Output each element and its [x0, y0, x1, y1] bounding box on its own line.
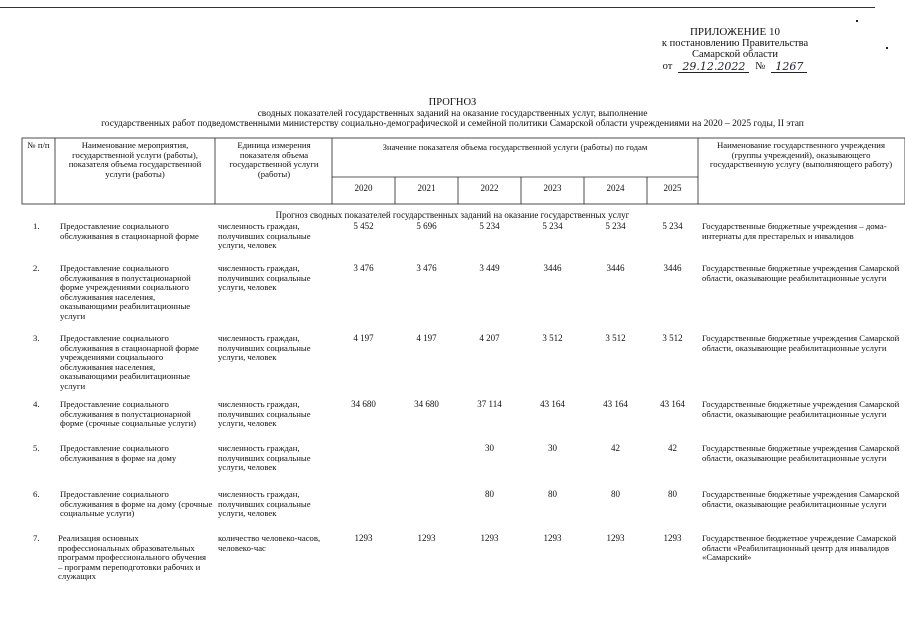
row-num: 1. — [33, 221, 40, 231]
row-name: Предоставление социального обслуживания в форме на дому — [60, 443, 177, 463]
scan-dot — [886, 47, 888, 49]
row-num: 4. — [33, 399, 40, 409]
row-value: 30 — [548, 443, 557, 453]
appendix-block — [640, 27, 830, 73]
row-unit: численность граждан, получивших социальные услуги, человек — [218, 443, 311, 473]
appendix-line: Самарской области — [692, 49, 778, 60]
row-value: 5 234 — [662, 221, 683, 231]
row-value: 1293 — [663, 533, 682, 543]
row-value: 1293 — [543, 533, 562, 543]
row-value: 43 164 — [660, 399, 685, 409]
row-org: Государственные бюджетные учреждения Самарской области, оказывающие реабилитационные услуги — [702, 443, 900, 463]
row-value: 4 207 — [479, 333, 500, 343]
number-prefix: № — [755, 61, 766, 72]
appendix-title: ПРИЛОЖЕНИЕ 10 — [689, 26, 781, 38]
row-num: 7. — [33, 533, 40, 543]
row-value: 3 512 — [662, 333, 683, 343]
row-value: 3446 — [543, 263, 562, 273]
row-value: 37 114 — [477, 399, 502, 409]
scan-edge-line — [0, 7, 875, 8]
row-num: 5. — [33, 443, 40, 453]
row-num: 2. — [33, 263, 40, 273]
scan-dot — [856, 20, 858, 22]
title-line: сводных показателей государственных заданий на оказание государственных услуг, выполнение — [257, 109, 648, 119]
row-value: 4 197 — [353, 333, 374, 343]
row-org: Государственные бюджетные учреждения Самарской области, оказывающие реабилитационные услуги — [702, 333, 900, 353]
row-unit: численность граждан, получивших социальные услуги, человек — [218, 333, 311, 363]
row-org: Государственные бюджетные учреждения Самарской области, оказывающие реабилитационные услуги — [702, 263, 900, 283]
row-org: Государственные бюджетные учреждения – дома-интернаты для престарелых и инвалидов — [702, 221, 887, 241]
handwritten-number: 1267 — [771, 61, 807, 73]
row-value: 80 — [548, 489, 557, 499]
row-value: 80 — [485, 489, 494, 499]
row-value: 80 — [668, 489, 677, 499]
row-value: 3 476 — [353, 263, 374, 273]
row-name: Предоставление социального обслуживания в стационарной форме — [60, 221, 199, 241]
year-header: 2024 — [606, 183, 625, 193]
header-unit: Единица измерения показателя объема государственной услуги (работы) — [229, 140, 319, 179]
row-value: 1293 — [354, 533, 373, 543]
row-value: 5 234 — [542, 221, 563, 231]
row-value: 42 — [668, 443, 677, 453]
row-value: 3 476 — [416, 263, 437, 273]
row-unit: численность граждан, получивших социальные услуги, человек — [218, 489, 311, 519]
row-org: Государственные бюджетные учреждения Самарской области, оказывающие реабилитационные услуги — [702, 399, 900, 419]
year-header: 2025 — [663, 183, 682, 193]
row-value: 5 452 — [353, 221, 374, 231]
title-line: государственных работ подведомственными министерству социально-демографической и семейной политики Самарской области учреждениями на 2020 – 2025 годы, II этап — [101, 119, 804, 129]
row-num: 6. — [33, 489, 40, 499]
header-values: Значение показателя объема государственной услуги (работы) по годам — [382, 142, 648, 152]
row-value: 4 197 — [416, 333, 437, 343]
year-header: 2021 — [417, 183, 436, 193]
row-value: 1293 — [417, 533, 436, 543]
row-value: 1293 — [480, 533, 499, 543]
row-org: Государственные бюджетные учреждения Самарской области, оказывающие реабилитационные услуги — [702, 489, 900, 509]
appendix-line: к постановлению Правительства — [661, 38, 809, 49]
document-title — [0, 98, 905, 129]
row-value: 43 164 — [603, 399, 628, 409]
header-name: Наименование мероприятия, государственной услуги (работы), показателя объема государственной услуги (работы) — [68, 140, 202, 179]
row-name: Предоставление социального обслуживания в полустационарной форме (срочные социальные услуги) — [60, 399, 197, 429]
row-value: 3 449 — [479, 263, 500, 273]
row-value: 80 — [611, 489, 620, 499]
row-value: 5 234 — [605, 221, 626, 231]
row-value: 3 512 — [605, 333, 626, 343]
title-heading: ПРОГНОЗ — [428, 97, 477, 108]
row-num: 3. — [33, 333, 40, 343]
row-unit: численность граждан, получивших социальные услуги, человек — [218, 399, 311, 429]
row-value: 3 512 — [542, 333, 563, 343]
header-org: Наименование государственного учреждения (группы учреждений), оказывающего государственную услугу (выполняющего работу) — [709, 140, 893, 170]
handwritten-date: 29.12.2022 — [678, 61, 749, 73]
row-value: 34 680 — [414, 399, 439, 409]
row-name: Реализация основных профессиональных образовательных программ профессионального обучения – программ переподготовки рабочих и служащих — [58, 533, 207, 582]
row-value: 42 — [611, 443, 620, 453]
row-value: 43 164 — [540, 399, 565, 409]
row-value: 3446 — [663, 263, 682, 273]
row-unit: численность граждан, получивших социальные услуги, человек — [218, 221, 311, 251]
row-value: 5 696 — [416, 221, 437, 231]
row-org: Государственное бюджетное учреждение Самарской области «Реабилитационный центр для инвалидов «Самарский» — [702, 533, 897, 563]
row-value: 34 680 — [351, 399, 376, 409]
row-name: Предоставление социального обслуживания в стационарной форме учреждениями социального обслуживания населения, оказывающими реабилитационные услуги — [60, 333, 199, 391]
row-value: 30 — [485, 443, 494, 453]
row-unit: численность граждан, получивших социальные услуги, человек — [218, 263, 311, 293]
year-header: 2020 — [354, 183, 373, 193]
header-num: № п/п — [27, 140, 50, 150]
section-title: Прогноз сводных показателей государственных заданий на оказание государственных услуг — [275, 210, 630, 220]
row-value: 3446 — [606, 263, 625, 273]
appendix-date-number — [640, 61, 830, 73]
row-value: 5 234 — [479, 221, 500, 231]
row-name: Предоставление социального обслуживания в полустационарной форме учреждениями социального обслуживания населения, оказывающими реабилитационные услуги — [60, 263, 191, 321]
row-value: 1293 — [606, 533, 625, 543]
row-name: Предоставление социального обслуживания в форме на дому (срочные социальные услуги) — [60, 489, 213, 519]
year-header: 2023 — [543, 183, 562, 193]
date-prefix: от — [662, 61, 673, 72]
year-header: 2022 — [480, 183, 499, 193]
row-unit: количество человеко-часов, человеко-час — [218, 533, 321, 553]
